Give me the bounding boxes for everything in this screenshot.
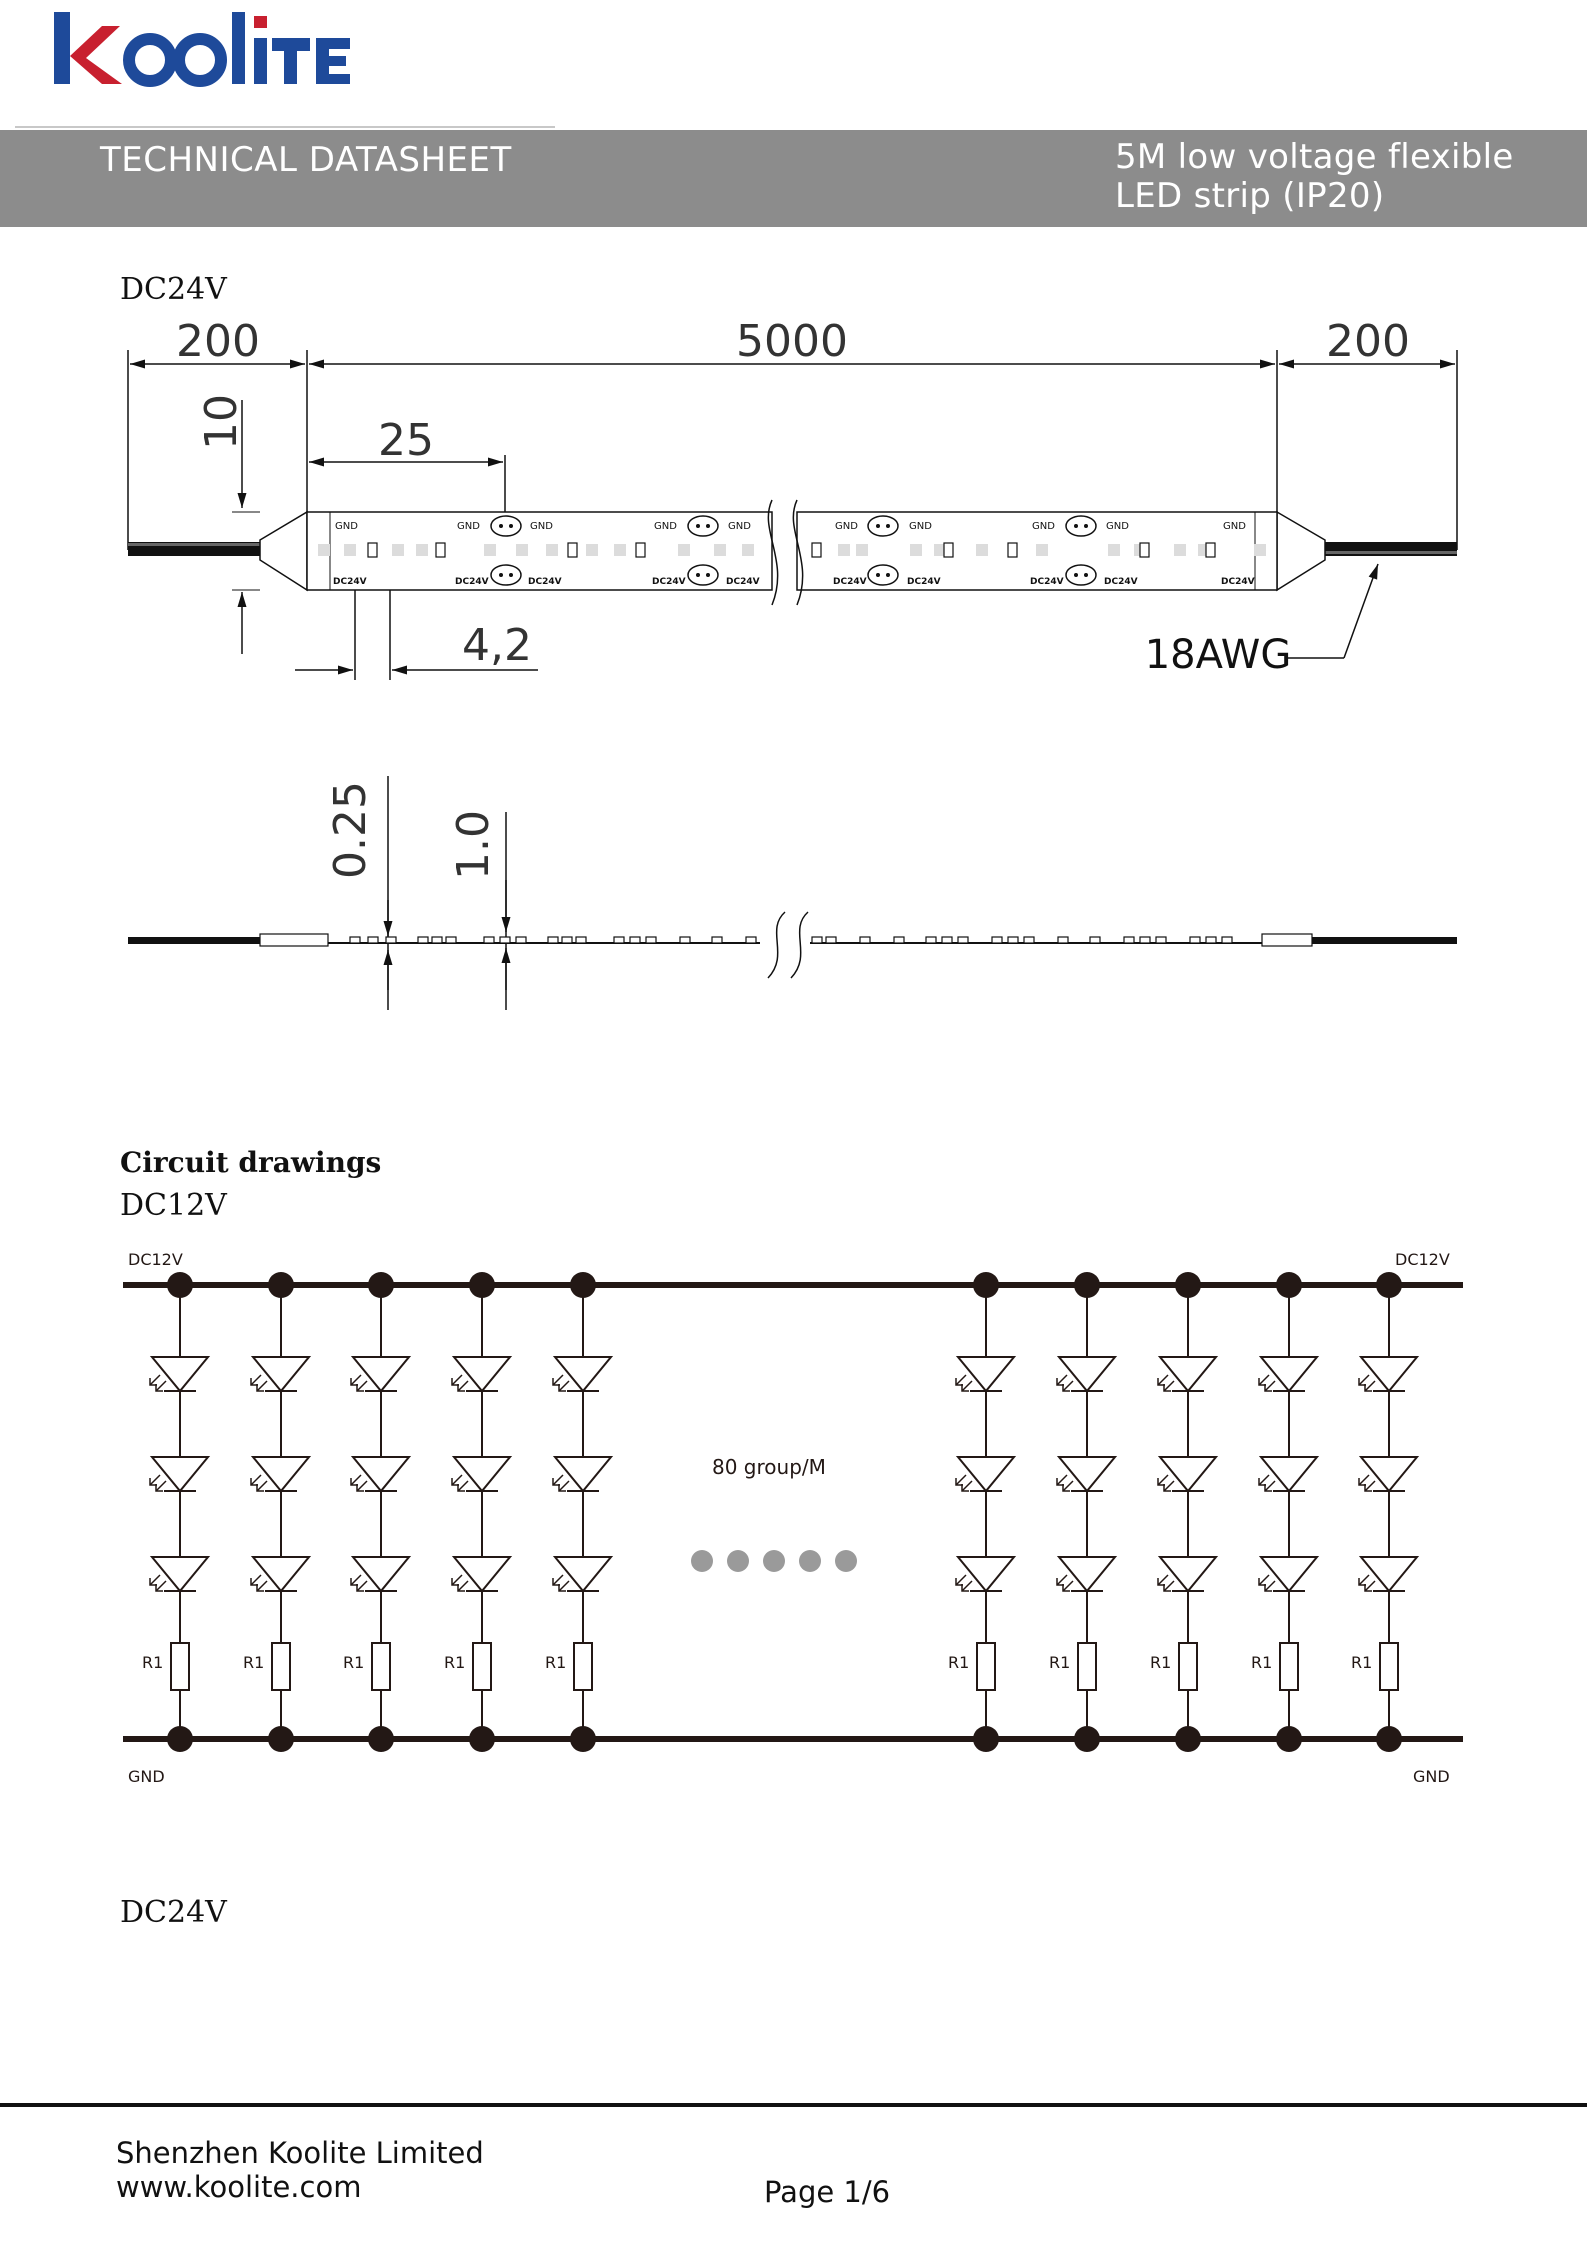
resistor-icon — [171, 1643, 189, 1690]
resistor-label: R1 — [243, 1653, 265, 1672]
pad-label-gnd: GND — [335, 521, 358, 532]
resistor-label: R1 — [142, 1653, 164, 1672]
led-icon — [452, 1557, 510, 1591]
resistor-label: R1 — [948, 1653, 970, 1672]
product-title — [1115, 138, 1514, 216]
pad-label-gnd: GND — [1106, 521, 1129, 532]
junction-dot — [1074, 1272, 1100, 1298]
led-icon — [1359, 1457, 1417, 1491]
footer-company: Shenzhen Koolite Limited — [116, 2136, 484, 2170]
junction-dot — [1074, 1726, 1100, 1752]
resistor-icon — [1280, 1643, 1298, 1690]
junction-dot — [368, 1726, 394, 1752]
footer-divider — [0, 2103, 1587, 2107]
led-branch — [1251, 1272, 1317, 1752]
pad-label-dc24v: DC24V — [333, 577, 367, 587]
led-branch — [948, 1272, 1014, 1752]
resistor-icon — [574, 1643, 592, 1690]
led-icon — [553, 1557, 611, 1591]
footer-website[interactable]: www.koolite.com — [116, 2170, 362, 2204]
dim-cut-unit: 25 — [378, 415, 434, 466]
led-icon — [251, 1557, 309, 1591]
led-icon — [1158, 1557, 1216, 1591]
resistor-label: R1 — [444, 1653, 466, 1672]
led-icon — [1259, 1557, 1317, 1591]
resistor-label: R1 — [545, 1653, 567, 1672]
resistor-label: R1 — [1150, 1653, 1172, 1672]
junction-dot — [268, 1272, 294, 1298]
junction-dot — [1376, 1272, 1402, 1298]
junction-dot — [469, 1272, 495, 1298]
led-icon — [1359, 1557, 1417, 1591]
pad-label-gnd: GND — [530, 521, 553, 532]
resistor-icon — [1380, 1643, 1398, 1690]
pad-label-dc24v: DC24V — [652, 577, 686, 587]
junction-dot — [368, 1272, 394, 1298]
pad-label-dc24v: DC24V — [455, 577, 489, 587]
pad-label-dc24v: DC24V — [726, 577, 760, 587]
circuit-voltage-label: DC12V — [120, 1188, 227, 1223]
rail-label-top-left: DC12V — [128, 1250, 183, 1269]
resistor-label: R1 — [343, 1653, 365, 1672]
led-icon — [1158, 1357, 1216, 1391]
led-icon — [1057, 1457, 1115, 1491]
led-icon — [150, 1457, 208, 1491]
junction-dot — [1276, 1726, 1302, 1752]
pad-label-gnd: GND — [654, 521, 677, 532]
junction-dot — [1376, 1726, 1402, 1752]
resistor-icon — [977, 1643, 995, 1690]
dim-pad: 4,2 — [462, 620, 532, 671]
pad-label-gnd: GND — [1223, 521, 1246, 532]
pad-label-dc24v: DC24V — [833, 577, 867, 587]
led-icon — [1359, 1357, 1417, 1391]
document-type-title: TECHNICAL DATASHEET — [100, 140, 512, 180]
circuit-section-title: Circuit drawings — [120, 1146, 382, 1179]
junction-dot — [1175, 1726, 1201, 1752]
led-icon — [1057, 1357, 1115, 1391]
pad-label-gnd: GND — [1032, 521, 1055, 532]
led-branch — [444, 1272, 510, 1752]
pad-label-dc24v: DC24V — [1104, 577, 1138, 587]
rail-label-bottom-left: GND — [128, 1767, 165, 1786]
resistor-label: R1 — [1351, 1653, 1373, 1672]
resistor-label: R1 — [1049, 1653, 1071, 1672]
led-icon — [1259, 1357, 1317, 1391]
pad-label-gnd: GND — [728, 521, 751, 532]
led-icon — [452, 1357, 510, 1391]
pad-label-dc24v: DC24V — [907, 577, 941, 587]
pad-label-gnd: GND — [835, 521, 858, 532]
led-icon — [452, 1457, 510, 1491]
logo-k — [54, 12, 122, 84]
circuit-diagram — [0, 1240, 1587, 1800]
led-icon — [351, 1557, 409, 1591]
wire-gauge-label: 18AWG — [1144, 632, 1292, 678]
led-icon — [956, 1357, 1014, 1391]
led-icon — [1259, 1457, 1317, 1491]
led-branch — [1351, 1272, 1417, 1752]
dim-lead-left: 200 — [176, 316, 260, 367]
resistor-icon — [473, 1643, 491, 1690]
led-branch — [1049, 1272, 1115, 1752]
header-top-line — [15, 126, 555, 128]
strip-top-view-drawing — [0, 300, 1587, 700]
led-branch — [545, 1272, 611, 1752]
resistor-icon — [372, 1643, 390, 1690]
product-title-line2: LED strip (IP20) — [1115, 176, 1385, 216]
junction-dot — [973, 1726, 999, 1752]
strip-voltage-label: DC24V — [120, 272, 227, 307]
led-icon — [553, 1457, 611, 1491]
rail-label-top-right: DC12V — [1395, 1250, 1450, 1269]
group-count-label: 80 group/M — [712, 1455, 826, 1479]
product-title-line1: 5M low voltage flexible — [1115, 137, 1514, 177]
led-icon — [251, 1457, 309, 1491]
pad-label-dc24v: DC24V — [1221, 577, 1255, 587]
resistor-icon — [1078, 1643, 1096, 1690]
junction-dot — [469, 1726, 495, 1752]
led-icon — [150, 1557, 208, 1591]
led-icon — [351, 1457, 409, 1491]
led-icon — [1158, 1457, 1216, 1491]
led-branch — [142, 1272, 208, 1752]
junction-dot — [167, 1726, 193, 1752]
resistor-icon — [272, 1643, 290, 1690]
resistor-icon — [1179, 1643, 1197, 1690]
dim-length: 5000 — [736, 316, 848, 367]
continuation-dots — [691, 1550, 857, 1572]
pad-label-dc24v: DC24V — [1030, 577, 1064, 587]
led-icon — [251, 1357, 309, 1391]
pad-label-gnd: GND — [909, 521, 932, 532]
dim-pcb-thickness: 0.25 — [325, 781, 376, 879]
junction-dot — [1276, 1272, 1302, 1298]
pad-label-dc24v: DC24V — [528, 577, 562, 587]
junction-dot — [973, 1272, 999, 1298]
led-branch — [1150, 1272, 1216, 1752]
led-icon — [1057, 1557, 1115, 1591]
dim-led-height: 1.0 — [448, 810, 499, 880]
footer-page-number: Page 1/6 — [764, 2175, 891, 2209]
junction-dot — [167, 1272, 193, 1298]
led-branch — [243, 1272, 309, 1752]
resistor-label: R1 — [1251, 1653, 1273, 1672]
junction-dot — [570, 1272, 596, 1298]
dim-lead-right: 200 — [1326, 316, 1410, 367]
second-voltage-label: DC24V — [120, 1895, 227, 1930]
led-branch — [343, 1272, 409, 1752]
led-icon — [956, 1557, 1014, 1591]
led-icon — [150, 1357, 208, 1391]
koolite-logo — [50, 0, 360, 100]
led-icon — [956, 1457, 1014, 1491]
rail-label-bottom-right: GND — [1413, 1767, 1450, 1786]
led-icon — [553, 1357, 611, 1391]
dim-width: 10 — [196, 394, 247, 450]
junction-dot — [268, 1726, 294, 1752]
junction-dot — [1175, 1272, 1201, 1298]
junction-dot — [570, 1726, 596, 1752]
strip-side-view-drawing — [0, 760, 1587, 1020]
pad-label-gnd: GND — [457, 521, 480, 532]
led-icon — [351, 1357, 409, 1391]
